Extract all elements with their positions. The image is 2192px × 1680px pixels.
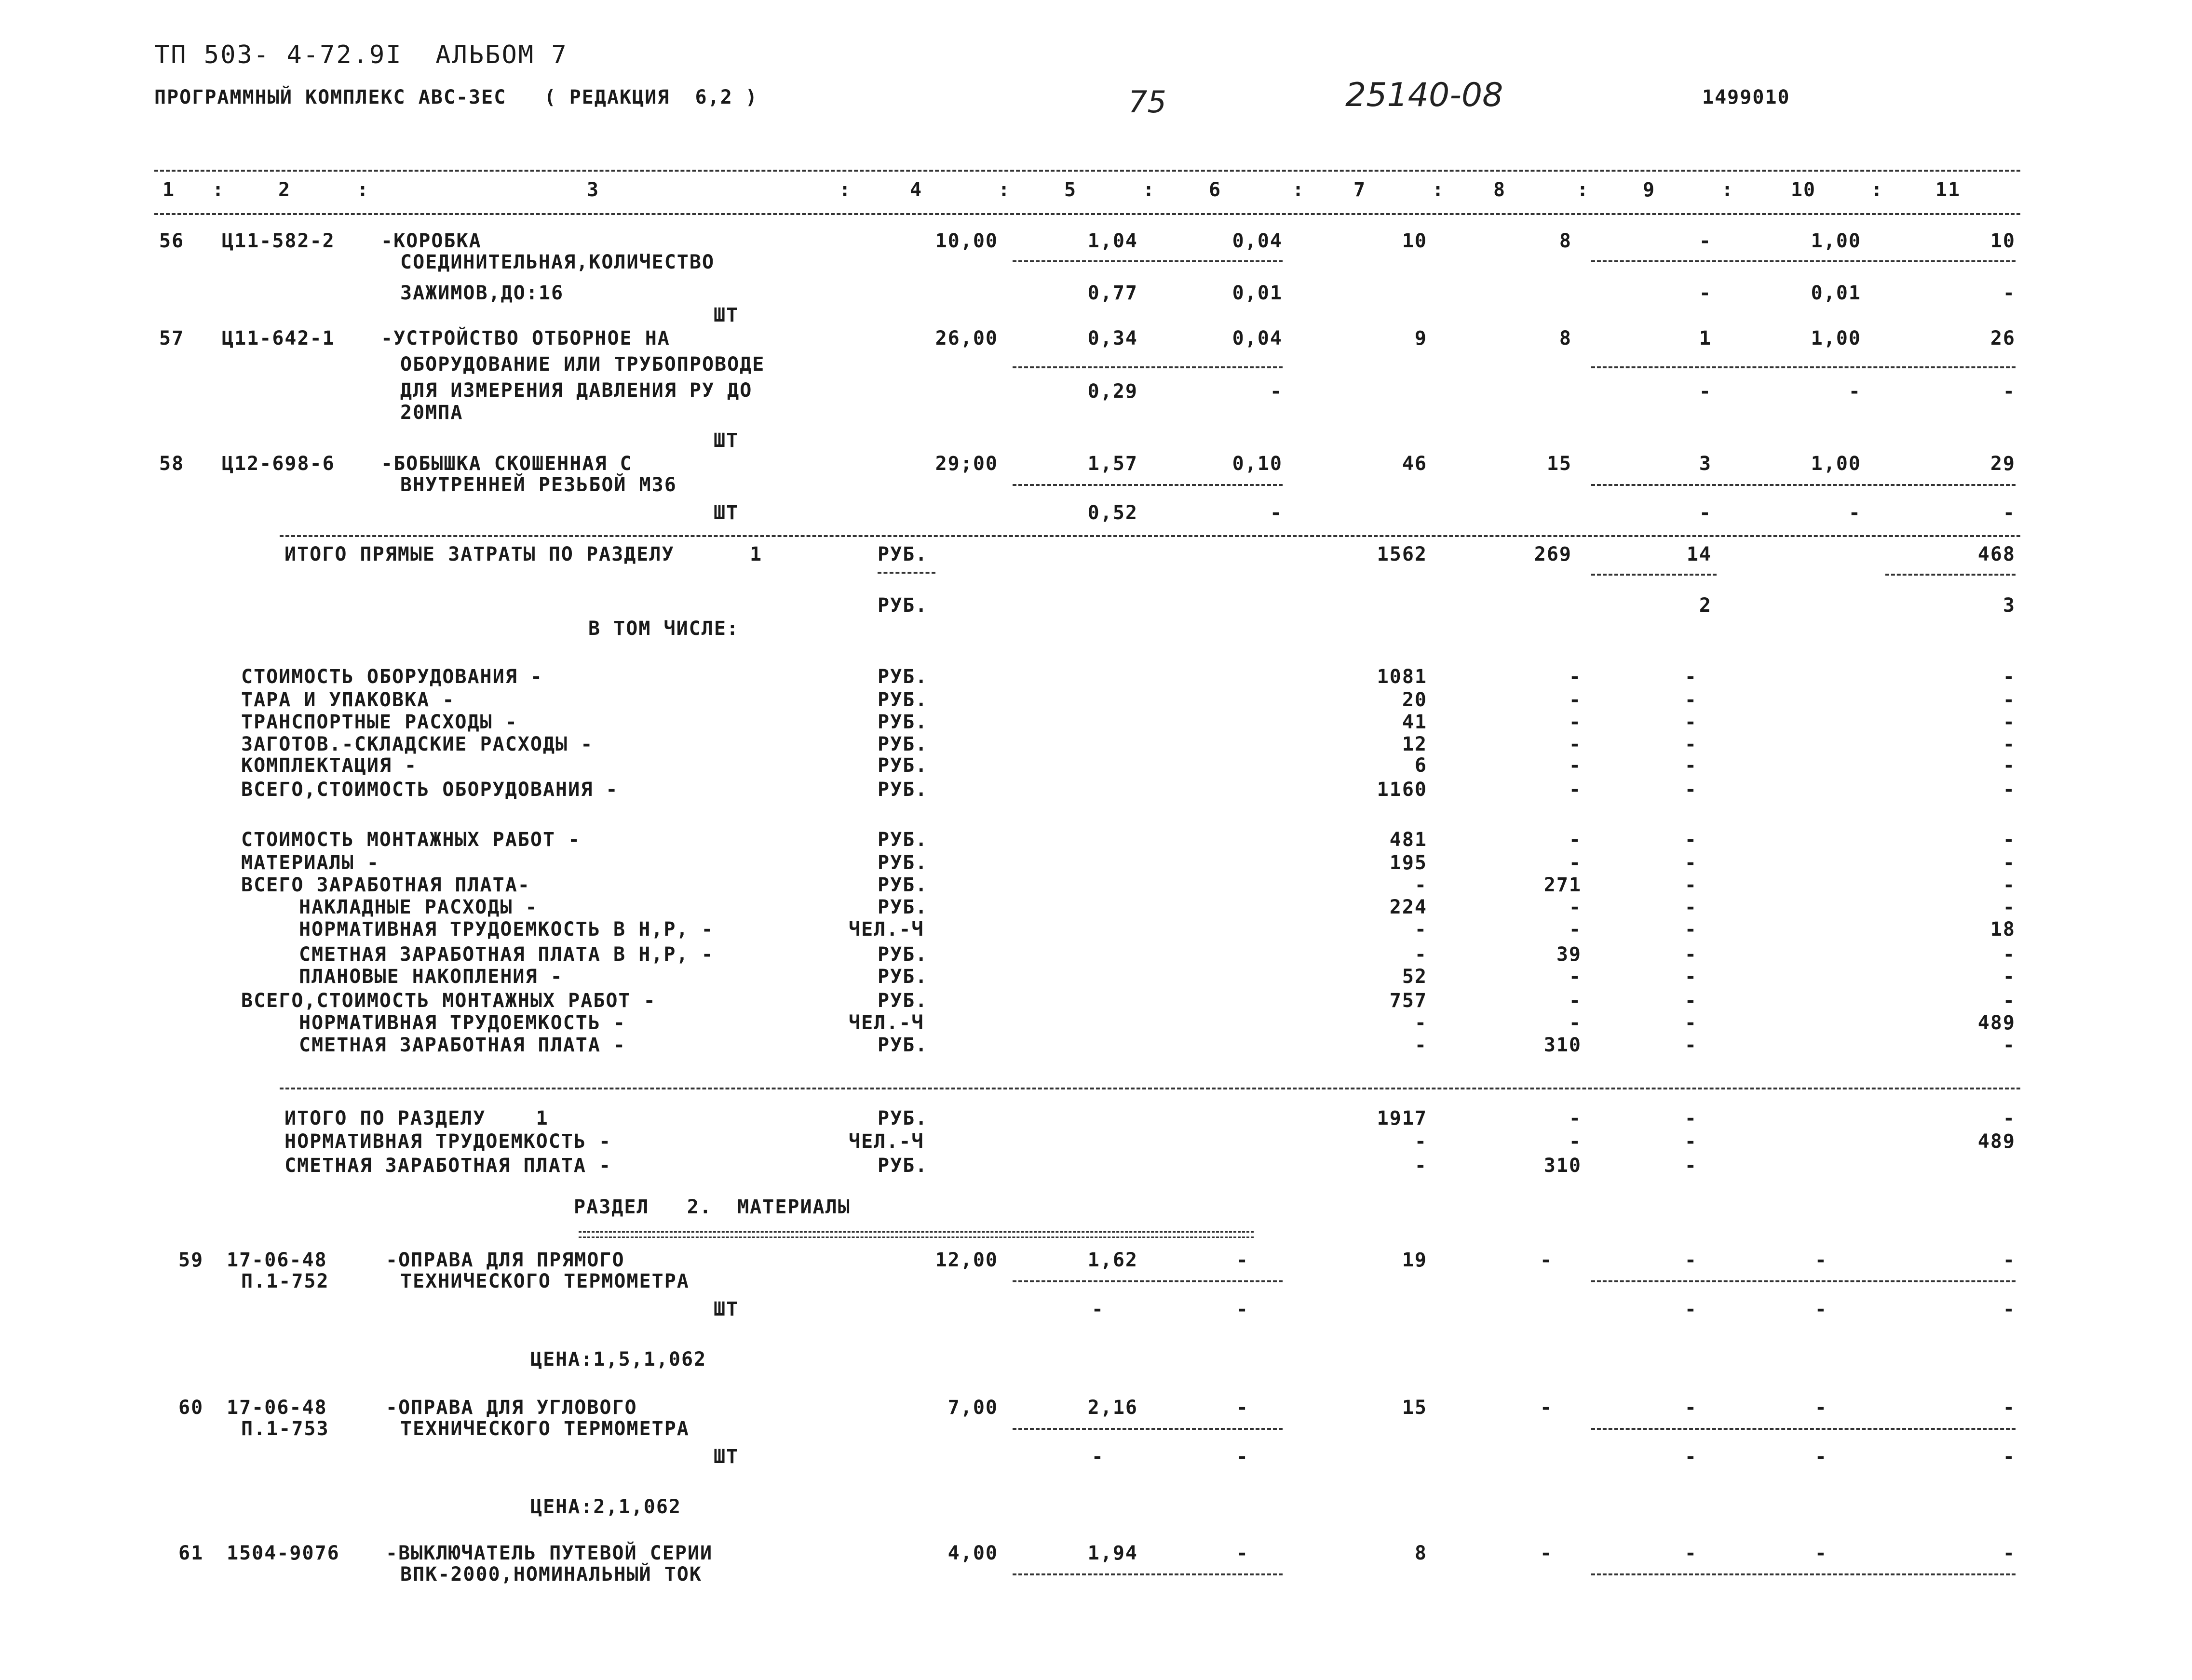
cell-rule: [1591, 1573, 2016, 1575]
total-label: ИТОГО ПО РАЗДЕЛУ 1: [284, 1107, 549, 1129]
cell-quantity: 29;00: [935, 453, 998, 475]
cell-col7: -: [1414, 1034, 1427, 1056]
summary-label: ВСЕГО ЗАРАБОТНАЯ ПЛАТА-: [241, 874, 530, 896]
cell-col9: -: [1699, 282, 1712, 304]
cell-col10: -: [1848, 380, 1861, 403]
cell-col9: -: [1684, 1397, 1697, 1419]
cell-col10: 1,00: [1811, 453, 1861, 475]
cell-col11: -: [2003, 943, 2016, 966]
cell-col11: -: [2003, 896, 2016, 918]
column-header: 5: [1064, 179, 1077, 201]
summary-label: МАТЕРИАЛЫ -: [241, 852, 379, 874]
cell-col11: -: [2003, 1298, 2016, 1320]
cell-quantity: 10,00: [935, 230, 998, 252]
column-header: 6: [1208, 179, 1222, 201]
summary-label: СТОИМОСТЬ ОБОРУДОВАНИЯ -: [241, 666, 543, 688]
cell-col11: -: [2003, 990, 2016, 1012]
item-name: ТЕХНИЧЕСКОГО ТЕРМОМЕТРА: [400, 1418, 690, 1440]
item-unit: ШТ: [714, 304, 739, 326]
column-separator: :: [1143, 179, 1156, 201]
cell-col11: -: [2003, 1034, 2016, 1056]
item-code: 1504-9076: [227, 1542, 340, 1564]
cell-col6: -: [1236, 1249, 1249, 1271]
summary-unit: РУБ.: [878, 754, 928, 777]
column-separator: :: [212, 179, 225, 201]
item-number: 58: [159, 453, 185, 475]
summary-label: СМЕТНАЯ ЗАРАБОТНАЯ ПЛАТА -: [299, 1034, 626, 1056]
section-title-underline: [579, 1231, 1254, 1238]
cell-col7: 1160: [1377, 779, 1427, 801]
cell-col8: -: [1569, 1012, 1582, 1034]
cell-col9: -: [1684, 733, 1697, 755]
summary-label: ТРАНСПОРТНЫЕ РАСХОДЫ -: [241, 711, 518, 733]
cell-col7: -: [1414, 918, 1427, 941]
cell-col7: 9: [1414, 327, 1427, 349]
cell-col9: -: [1684, 874, 1697, 896]
cell-col5: 1,57: [1087, 453, 1138, 475]
cell-col11: 3: [2003, 594, 2016, 617]
cell-col5: -: [1091, 1446, 1104, 1468]
cell-col9: -: [1684, 829, 1697, 851]
item-code: П.1-752: [241, 1270, 329, 1292]
item-number: 61: [178, 1542, 204, 1564]
section-rule: [280, 535, 2020, 537]
cell-col7: 1562: [1377, 543, 1427, 565]
cell-col9: 3: [1699, 453, 1712, 475]
item-name: ДЛЯ ИЗМЕРЕНИЯ ДАВЛЕНИЯ РУ ДО: [400, 379, 753, 402]
cell-col8: -: [1569, 966, 1582, 988]
column-header: 8: [1493, 179, 1506, 201]
cell-col8: -: [1569, 896, 1582, 918]
cell-rule: [878, 572, 935, 574]
cell-col8: -: [1569, 689, 1582, 711]
cell-col6: 0,01: [1232, 282, 1283, 304]
cell-col9: -: [1699, 230, 1712, 252]
column-header: 2: [278, 179, 291, 201]
cell-col7: 8: [1414, 1542, 1427, 1564]
summary-unit: РУБ.: [878, 874, 928, 896]
item-name: ТЕХНИЧЕСКОГО ТЕРМОМЕТРА: [400, 1270, 690, 1292]
cell-col7: -: [1414, 1012, 1427, 1034]
item-name: ОБОРУДОВАНИЕ ИЛИ ТРУБОПРОВОДЕ: [400, 353, 765, 376]
summary-label: ПЛАНОВЫЕ НАКОПЛЕНИЯ -: [299, 966, 563, 988]
cell-col6: -: [1236, 1397, 1249, 1419]
cell-col9: -: [1684, 852, 1697, 874]
cell-col8: -: [1540, 1249, 1553, 1271]
cell-col11: 10: [1990, 230, 2016, 252]
cell-col8: -: [1569, 918, 1582, 941]
item-number: 60: [178, 1397, 204, 1419]
cell-rule: [1591, 1280, 2016, 1282]
column-separator: :: [1577, 179, 1590, 201]
cell-col11: 26: [1990, 327, 2016, 349]
cell-col9: -: [1684, 754, 1697, 777]
column-header: 10: [1790, 179, 1816, 201]
cell-col10: -: [1814, 1249, 1827, 1271]
summary-unit: РУБ.: [878, 852, 928, 874]
cell-col9: -: [1684, 990, 1697, 1012]
cell-col8: 271: [1543, 874, 1582, 896]
summary-label: ВСЕГО,СТОИМОСТЬ МОНТАЖНЫХ РАБОТ -: [241, 990, 656, 1012]
cell-col7: 195: [1389, 852, 1427, 874]
cell-col8: -: [1540, 1542, 1553, 1564]
cell-col10: -: [1814, 1397, 1827, 1419]
cell-col9: -: [1684, 1542, 1697, 1564]
total-unit: РУБ.: [878, 1155, 928, 1177]
cell-col9: 14: [1686, 543, 1712, 565]
cell-col9: -: [1684, 966, 1697, 988]
column-separator: :: [839, 179, 852, 201]
cell-col7: -: [1414, 943, 1427, 966]
cell-col7: 46: [1402, 453, 1427, 475]
cell-col10: -: [1814, 1542, 1827, 1564]
cell-col11: -: [2003, 1107, 2016, 1129]
column-separator: :: [1871, 179, 1884, 201]
cell-col11: -: [2003, 689, 2016, 711]
item-unit: ШТ: [714, 430, 739, 452]
item-number: 56: [159, 230, 185, 252]
cell-col9: -: [1684, 943, 1697, 966]
cell-col6: -: [1236, 1298, 1249, 1320]
summary-unit: РУБ.: [878, 666, 928, 688]
cell-col7: 1081: [1377, 666, 1427, 688]
item-unit: ШТ: [714, 502, 739, 524]
item-code: Ц11-582-2: [222, 230, 335, 252]
cell-rule: [1013, 366, 1283, 368]
cell-col11: -: [2003, 502, 2016, 524]
cell-rule: [1885, 574, 2016, 576]
item-name: -ВЫКЛЮЧАТЕЛЬ ПУТЕВОЙ СЕРИИ: [386, 1542, 713, 1564]
total-label: НОРМАТИВНАЯ ТРУДОЕМКОСТЬ -: [284, 1130, 612, 1153]
cell-quantity: 26,00: [935, 327, 998, 349]
cell-col8: 39: [1556, 943, 1582, 966]
cell-col9: 2: [1699, 594, 1712, 617]
cell-col9: -: [1684, 1012, 1697, 1034]
item-code: Ц11-642-1: [222, 327, 335, 349]
cell-col11: -: [2003, 1397, 2016, 1419]
cell-col8: -: [1569, 733, 1582, 755]
cell-col8: -: [1569, 1130, 1582, 1153]
item-name: -УСТРОЙСТВО ОТБОРНОЕ НА: [381, 327, 670, 349]
cell-col5: 1,62: [1087, 1249, 1138, 1271]
cell-col9: 1: [1699, 327, 1712, 349]
cell-col7: -: [1414, 1130, 1427, 1153]
cell-col6: 0,10: [1232, 453, 1283, 475]
cell-col8: -: [1540, 1397, 1553, 1419]
cell-col11: -: [2003, 666, 2016, 688]
summary-label: КОМПЛЕКТАЦИЯ -: [241, 754, 418, 777]
cell-col9: -: [1684, 1298, 1697, 1320]
column-header: 4: [909, 179, 923, 201]
column-separator: :: [998, 179, 1011, 201]
item-unit: ШТ: [714, 1298, 739, 1320]
cell-col10: -: [1848, 502, 1861, 524]
cell-col8: -: [1569, 852, 1582, 874]
cell-col9: -: [1684, 1249, 1697, 1271]
cell-col7: 224: [1389, 896, 1427, 918]
item-name: -КОРОБКА: [381, 230, 482, 252]
cell-col8: -: [1569, 666, 1582, 688]
cell-col9: -: [1684, 689, 1697, 711]
cell-col6: -: [1270, 380, 1283, 403]
total-label: СМЕТНАЯ ЗАРАБОТНАЯ ПЛАТА -: [284, 1155, 612, 1177]
cell-col11: -: [2003, 874, 2016, 896]
cell-col10: 1,00: [1811, 230, 1861, 252]
cell-col7: 52: [1402, 966, 1427, 988]
summary-label: ЗАГОТОВ.-СКЛАДСКИЕ РАСХОДЫ -: [241, 733, 594, 755]
item-name: ВПК-2000,НОМИНАЛЬНЫЙ ТОК: [400, 1563, 702, 1586]
cell-col8: 269: [1534, 543, 1572, 565]
cell-col9: -: [1684, 918, 1697, 941]
item-name: ЗАЖИМОВ,ДО:16: [400, 282, 564, 304]
cell-col6: -: [1270, 502, 1283, 524]
column-header: 11: [1935, 179, 1961, 201]
summary-unit: РУБ.: [878, 990, 928, 1012]
cell-col10: -: [1814, 1298, 1827, 1320]
cell-rule: [1591, 1428, 2016, 1430]
cell-rule: [1591, 574, 1717, 576]
cell-rule: [1591, 366, 2016, 368]
cell-col5: 2,16: [1087, 1397, 1138, 1419]
summary-unit: ЧЕЛ.-Ч: [849, 918, 924, 941]
cell-col11: 468: [1977, 543, 2016, 565]
cell-quantity: 7,00: [947, 1397, 998, 1419]
item-code: Ц12-698-6: [222, 453, 335, 475]
summary-unit: РУБ.: [878, 1034, 928, 1056]
cell-col7: 6: [1414, 754, 1427, 777]
summary-unit: РУБ.: [878, 689, 928, 711]
cell-quantity: 4,00: [947, 1542, 998, 1564]
cell-col6: 0,04: [1232, 230, 1283, 252]
cell-col5: 1,94: [1087, 1542, 1138, 1564]
summary-unit: РУБ.: [878, 896, 928, 918]
cell-col9: -: [1684, 1034, 1697, 1056]
cell-col8: 310: [1543, 1034, 1582, 1056]
cell-col11: -: [2003, 779, 2016, 801]
cell-col11: -: [2003, 754, 2016, 777]
summary-unit: РУБ.: [878, 829, 928, 851]
cell-col8: -: [1569, 1107, 1582, 1129]
price-note: ЦЕНА:1,5,1,062: [530, 1348, 707, 1371]
cell-col11: -: [2003, 852, 2016, 874]
cell-col7: 481: [1389, 829, 1427, 851]
item-name: -БОБЫШКА СКОШЕННАЯ С: [381, 453, 633, 475]
column-header: 3: [586, 179, 600, 201]
total-unit: РУБ.: [878, 1107, 928, 1129]
cell-col8: 310: [1543, 1155, 1582, 1177]
cell-col7: 757: [1389, 990, 1427, 1012]
cell-col9: -: [1699, 380, 1712, 403]
cell-col5: 1,04: [1087, 230, 1138, 252]
cell-col6: 0,04: [1232, 327, 1283, 349]
summary-unit: ЧЕЛ.-Ч: [849, 1012, 924, 1034]
column-separator: :: [1432, 179, 1445, 201]
cell-col11: -: [2003, 1249, 2016, 1271]
column-header: 9: [1642, 179, 1656, 201]
cell-rule: [1013, 1573, 1283, 1575]
summary-unit: РУБ.: [878, 943, 928, 966]
cell-col11: -: [2003, 711, 2016, 733]
cell-col7: 1917: [1377, 1107, 1427, 1129]
cell-col9: -: [1684, 1130, 1697, 1153]
cell-col7: -: [1414, 874, 1427, 896]
item-name: -ОПРАВА ДЛЯ ПРЯМОГО: [386, 1249, 625, 1271]
cell-col8: -: [1569, 754, 1582, 777]
column-separator: :: [1721, 179, 1734, 201]
section-rule: [280, 1088, 2020, 1089]
cell-col11: -: [2003, 1446, 2016, 1468]
cell-col7: 10: [1402, 230, 1427, 252]
program-title: ПРОГРАММНЫЙ КОМПЛЕКС АВС-3ЕС ( РЕДАКЦИЯ 6,2 ): [154, 86, 758, 108]
cell-col7: 20: [1402, 689, 1427, 711]
cell-col5: -: [1091, 1298, 1104, 1320]
cell-col10: 1,00: [1811, 327, 1861, 349]
summary-label: ВСЕГО,СТОИМОСТЬ ОБОРУДОВАНИЯ -: [241, 779, 619, 801]
cell-col8: 8: [1559, 230, 1572, 252]
item-code: 17-06-48: [227, 1397, 327, 1419]
cell-col11: -: [2003, 282, 2016, 304]
cell-col11: 489: [1977, 1130, 2016, 1153]
including-label: В ТОМ ЧИСЛЕ:: [588, 618, 739, 640]
cell-col8: -: [1569, 829, 1582, 851]
cell-quantity: 12,00: [935, 1249, 998, 1271]
summary-label: СТОИМОСТЬ МОНТАЖНЫХ РАБОТ -: [241, 829, 581, 851]
item-name: -ОПРАВА ДЛЯ УГЛОВОГО: [386, 1397, 637, 1419]
cell-col11: -: [2003, 1542, 2016, 1564]
summary-unit: РУБ.: [878, 733, 928, 755]
cell-col7: 15: [1402, 1397, 1427, 1419]
cell-col10: 0,01: [1811, 282, 1861, 304]
total-label: ИТОГО ПРЯМЫЕ ЗАТРАТЫ ПО РАЗДЕЛУ 1: [284, 543, 763, 565]
item-code: П.1-753: [241, 1418, 329, 1440]
cell-col11: -: [2003, 966, 2016, 988]
section-title: РАЗДЕЛ 2. МАТЕРИАЛЫ: [574, 1196, 851, 1218]
summary-label: НАКЛАДНЫЕ РАСХОДЫ -: [299, 896, 538, 918]
cell-col5: 0,52: [1087, 502, 1138, 524]
summary-unit: РУБ.: [878, 779, 928, 801]
cell-rule: [1591, 484, 2016, 486]
cell-rule: [1013, 484, 1283, 486]
cell-col9: -: [1684, 896, 1697, 918]
cell-col9: -: [1684, 1107, 1697, 1129]
cell-rule: [1591, 260, 2016, 262]
cell-rule: [1013, 1280, 1283, 1282]
cell-col7: -: [1414, 1155, 1427, 1177]
cell-rule: [1013, 260, 1283, 262]
cell-col7: 19: [1402, 1249, 1427, 1271]
item-number: 59: [178, 1249, 204, 1271]
cell-col11: -: [2003, 380, 2016, 403]
cell-col5: 0,77: [1087, 282, 1138, 304]
cell-col9: -: [1684, 1446, 1697, 1468]
summary-label: НОРМАТИВНАЯ ТРУДОЕМКОСТЬ В Н,Р, -: [299, 918, 714, 941]
cell-col7: 41: [1402, 711, 1427, 733]
cell-col11: -: [2003, 733, 2016, 755]
cell-col9: -: [1684, 1155, 1697, 1177]
summary-label: НОРМАТИВНАЯ ТРУДОЕМКОСТЬ -: [299, 1012, 626, 1034]
cell-col9: -: [1699, 502, 1712, 524]
cell-col11: 18: [1990, 918, 2016, 941]
item-name: ВНУТРЕННЕЙ РЕЗЬБОЙ М36: [400, 474, 677, 496]
summary-unit: РУБ.: [878, 966, 928, 988]
header-bottom-rule: [154, 213, 2020, 215]
price-note: ЦЕНА:2,1,062: [530, 1496, 681, 1518]
total-unit: РУБ.: [878, 594, 928, 617]
cell-col8: 8: [1559, 327, 1572, 349]
cell-col5: 0,29: [1087, 380, 1138, 403]
cell-col9: -: [1684, 666, 1697, 688]
summary-unit: РУБ.: [878, 711, 928, 733]
item-name: СОЕДИНИТЕЛЬНАЯ,КОЛИЧЕСТВО: [400, 251, 715, 273]
item-number: 57: [159, 327, 185, 349]
cell-col8: -: [1569, 990, 1582, 1012]
item-unit: ШТ: [714, 1446, 739, 1468]
page-number: 75: [1128, 84, 1166, 120]
cell-col6: -: [1236, 1446, 1249, 1468]
cell-col9: -: [1684, 711, 1697, 733]
cell-col7: 12: [1402, 733, 1427, 755]
cell-col8: 15: [1546, 453, 1572, 475]
summary-label: ТАРА И УПАКОВКА -: [241, 689, 455, 711]
item-code: 17-06-48: [227, 1249, 327, 1271]
column-header: 7: [1353, 179, 1367, 201]
header-top-rule: [154, 170, 2020, 172]
column-header: 1: [162, 179, 176, 201]
column-separator: :: [1292, 179, 1305, 201]
cell-col11: 29: [1990, 453, 2016, 475]
cell-col10: -: [1814, 1446, 1827, 1468]
item-name: 20МПА: [400, 402, 463, 424]
cell-rule: [1013, 1428, 1283, 1430]
cell-col6: -: [1236, 1542, 1249, 1564]
column-separator: :: [357, 179, 370, 201]
handwritten-code: 25140-08: [1345, 76, 1503, 114]
cell-col11: -: [2003, 829, 2016, 851]
document-number: 1499010: [1702, 86, 1790, 108]
cell-col8: -: [1569, 779, 1582, 801]
cell-col9: -: [1684, 779, 1697, 801]
cell-col8: -: [1569, 711, 1582, 733]
summary-label: СМЕТНАЯ ЗАРАБОТНАЯ ПЛАТА В Н,Р, -: [299, 943, 714, 966]
cell-col11: 489: [1977, 1012, 2016, 1034]
document-reference: ТП 503- 4-72.9I АЛЬБОМ 7: [154, 40, 568, 69]
total-unit: РУБ.: [878, 543, 928, 565]
cell-col5: 0,34: [1087, 327, 1138, 349]
total-unit: ЧЕЛ.-Ч: [849, 1130, 924, 1153]
